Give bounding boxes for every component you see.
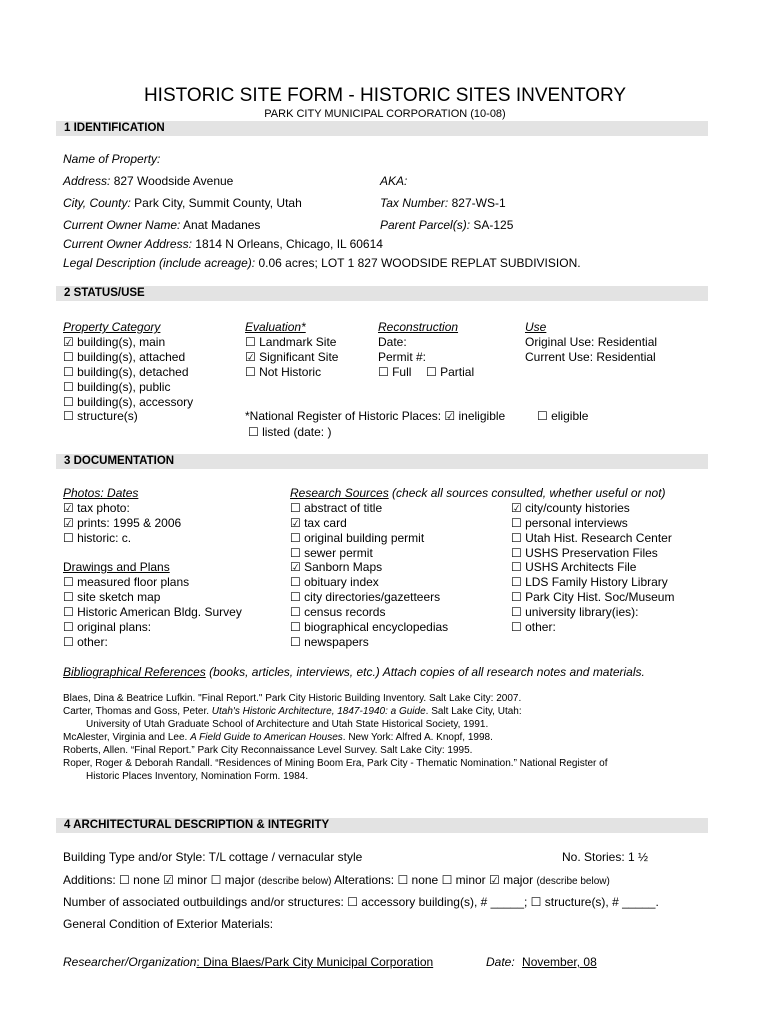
evaluation-item[interactable]: ☑ Significant Site xyxy=(245,350,339,364)
city-value: Park City, Summit County, Utah xyxy=(134,196,302,210)
describe-below-note: (describe below) xyxy=(258,876,332,887)
property-category-header: Property Category xyxy=(63,320,161,334)
tax-row xyxy=(380,196,506,210)
reference-publisher: . New York: Alfred A. Knopf, 1998. xyxy=(342,732,493,743)
city-row xyxy=(63,196,302,210)
reference-author: McAlester, Virginia and Lee. xyxy=(63,732,191,743)
property-category-item[interactable]: ☐ building(s), attached xyxy=(63,350,186,364)
section-documentation-bar xyxy=(56,454,708,469)
research-item[interactable]: ☐ newspapers xyxy=(290,635,369,649)
reference-item: Blaes, Dina & Beatrice Lufkin. "Final Report." Park City Historic Building Inventory. Salt Lake City: 2007. xyxy=(63,693,522,704)
research-item[interactable]: ☐ LDS Family History Library xyxy=(511,575,668,589)
bibliography-note: (books, articles, interviews, etc.) Attach copies of all research notes and materials. xyxy=(205,665,645,679)
research-item[interactable]: ☐ USHS Architects File xyxy=(511,560,637,574)
reconstruction-date-label: Date: xyxy=(378,335,407,349)
property-category-item[interactable]: ☐ building(s), accessory xyxy=(63,395,194,409)
city-label: City, County: xyxy=(63,196,131,210)
reconstruction-partial-checkbox[interactable]: ☐ Partial xyxy=(426,365,475,379)
additions-options[interactable]: Additions: ☐ none ☑ minor ☐ major xyxy=(63,873,259,887)
exterior-condition-label: General Condition of Exterior Materials: xyxy=(63,917,274,931)
name-of-property-label: Name of Property: xyxy=(63,152,161,166)
section-heading: 4 ARCHITECTURAL DESCRIPTION & INTEGRITY xyxy=(64,819,330,831)
research-item[interactable]: ☑ tax card xyxy=(290,516,347,530)
additions-alterations-row[interactable] xyxy=(63,873,610,887)
research-item[interactable]: ☐ original building permit xyxy=(290,531,425,545)
photo-item[interactable]: ☐ historic: c. xyxy=(63,531,132,545)
national-register-ineligible[interactable]: *National Register of Historic Places: ☑ ineligible xyxy=(245,409,506,423)
drawing-item[interactable]: ☐ Historic American Bldg. Survey xyxy=(63,605,242,619)
research-item[interactable]: ☐ sewer permit xyxy=(290,546,373,560)
national-register-listed[interactable]: ☐ listed (date: ) xyxy=(248,425,332,439)
address-row xyxy=(63,174,233,188)
research-sources-row xyxy=(290,486,666,500)
evaluation-item[interactable]: ☐ Landmark Site xyxy=(245,335,337,349)
research-item[interactable]: ☐ city directories/gazetteers xyxy=(290,590,441,604)
page-subtitle: PARK CITY MUNICIPAL CORPORATION (10-08) xyxy=(264,108,506,120)
property-category-item[interactable]: ☑ building(s), main xyxy=(63,335,166,349)
section-architecture-bar xyxy=(56,818,708,833)
section-identification-bar xyxy=(56,121,708,136)
date-row xyxy=(486,955,597,969)
property-category-item[interactable]: ☐ building(s), public xyxy=(63,380,171,394)
reference-title: A Field Guide to American Houses xyxy=(190,732,343,743)
researcher-row xyxy=(63,955,433,969)
aka-label: AKA: xyxy=(380,174,408,188)
research-item[interactable]: ☐ obituary index xyxy=(290,575,379,589)
reference-item: Roberts, Allen. “Final Report.” Park City Reconnaissance Level Survey. Salt Lake City: 1995. xyxy=(63,745,473,756)
researcher-label: Researcher/Organization xyxy=(63,955,197,969)
section-heading: 1 IDENTIFICATION xyxy=(64,122,165,134)
research-item[interactable]: ☐ personal interviews xyxy=(511,516,628,530)
legal-row xyxy=(63,256,581,270)
building-type: Building Type and/or Style: T/L cottage / vernacular style xyxy=(63,850,363,864)
research-item[interactable]: ☑ city/county histories xyxy=(511,501,630,515)
drawing-item[interactable]: ☐ site sketch map xyxy=(63,590,161,604)
reference-title: Utah's Historic Architecture, 1847-1940: a Guide xyxy=(211,706,426,717)
national-register-eligible[interactable]: ☐ eligible xyxy=(537,409,589,423)
photo-item[interactable]: ☑ tax photo: xyxy=(63,501,130,515)
legal-label: Legal Description (include acreage): xyxy=(63,256,256,270)
number-of-stories: No. Stories: 1 ½ xyxy=(562,850,649,864)
photo-item[interactable]: ☑ prints: 1995 & 2006 xyxy=(63,516,182,530)
owner-address-value: 1814 N Orleans, Chicago, IL 60614 xyxy=(195,237,383,251)
reference-continuation: University of Utah Graduate School of Architecture and Utah State Historical Society, 1991. xyxy=(86,719,489,730)
evaluation-item[interactable]: ☐ Not Historic xyxy=(245,365,322,379)
research-item[interactable]: ☐ other: xyxy=(511,620,556,634)
evaluation-header: Evaluation* xyxy=(245,320,306,334)
use-header: Use xyxy=(525,320,547,334)
property-category-item[interactable]: ☐ building(s), detached xyxy=(63,365,189,379)
bibliography-header: Bibliographical References xyxy=(63,665,206,679)
drawing-item[interactable]: ☐ original plans: xyxy=(63,620,152,634)
describe-below-note: (describe below) xyxy=(536,876,610,887)
section-status-bar xyxy=(56,286,708,301)
parcel-label: Parent Parcel(s): xyxy=(380,218,471,232)
research-item[interactable]: ☐ Park City Hist. Soc/Museum xyxy=(511,590,675,604)
reference-item xyxy=(63,732,493,743)
date-value: November, 08 xyxy=(522,955,597,969)
reference-continuation: Historic Places Inventory, Nomination Form. 1984. xyxy=(86,771,309,782)
tax-label: Tax Number: xyxy=(380,196,449,210)
tax-value: 827-WS-1 xyxy=(451,196,506,210)
current-use: Current Use: Residential xyxy=(525,350,656,364)
research-sources-note: (check all sources consulted, whether useful or not) xyxy=(388,486,666,500)
research-item[interactable]: ☐ biographical encyclopedias xyxy=(290,620,449,634)
section-heading: 3 DOCUMENTATION xyxy=(64,455,175,467)
owner-address-label: Current Owner Address: xyxy=(63,237,192,251)
address-label: Address: xyxy=(63,174,111,188)
section-heading: 2 STATUS/USE xyxy=(64,287,145,299)
outbuildings-row[interactable]: Number of associated outbuildings and/or structures: ☐ accessory building(s), # _____; ☐ structure(s), # _____. xyxy=(63,895,659,909)
legal-value: 0.06 acres; LOT 1 827 WOODSIDE REPLAT SUBDIVISION. xyxy=(258,256,581,270)
owner-address-row xyxy=(63,237,383,251)
research-item[interactable]: ☐ census records xyxy=(290,605,386,619)
research-item[interactable]: ☐ university library(ies): xyxy=(511,605,639,619)
research-item[interactable]: ☑ Sanborn Maps xyxy=(290,560,383,574)
page-title: HISTORIC SITE FORM - HISTORIC SITES INVENTORY xyxy=(143,85,627,106)
research-item[interactable]: ☐ Utah Hist. Research Center xyxy=(511,531,672,545)
photos-header: Photos: Dates xyxy=(63,486,139,500)
owner-label: Current Owner Name: xyxy=(63,218,181,232)
parcel-row xyxy=(380,218,513,232)
reconstruction-header: Reconstruction xyxy=(378,320,459,334)
original-use: Original Use: Residential xyxy=(525,335,658,349)
reference-item xyxy=(63,706,522,717)
date-label: Date: xyxy=(486,955,515,969)
drawing-item[interactable]: ☐ other: xyxy=(63,635,108,649)
owner-row xyxy=(63,218,260,232)
alterations-options[interactable]: Alterations: ☐ none ☐ minor ☑ major xyxy=(331,873,537,887)
research-item[interactable]: ☐ USHS Preservation Files xyxy=(511,546,658,560)
reconstruction-permit-label: Permit #: xyxy=(378,350,427,364)
reference-publisher: . Salt Lake City, Utah: xyxy=(425,706,522,717)
reference-item: Roper, Roger & Deborah Randall. “Residences of Mining Boom Era, Park City - Thematic Nomination.” National Register of xyxy=(63,758,608,769)
drawing-item[interactable]: ☐ measured floor plans xyxy=(63,575,190,589)
researcher-value: : Dina Blaes/Park City Municipal Corporation xyxy=(196,955,434,969)
address-value: 827 Woodside Avenue xyxy=(113,174,234,188)
owner-value: Anat Madanes xyxy=(183,218,261,232)
reference-author: Carter, Thomas and Goss, Peter. xyxy=(63,706,212,717)
research-item[interactable]: ☐ abstract of title xyxy=(290,501,383,515)
parcel-value: SA-125 xyxy=(473,218,514,232)
reconstruction-full-checkbox[interactable]: ☐ Full xyxy=(378,365,412,379)
bibliography-row xyxy=(63,665,645,679)
research-sources-header: Research Sources xyxy=(290,486,389,500)
property-category-item[interactable]: ☐ structure(s) xyxy=(63,409,138,423)
drawings-header: Drawings and Plans xyxy=(63,560,170,574)
